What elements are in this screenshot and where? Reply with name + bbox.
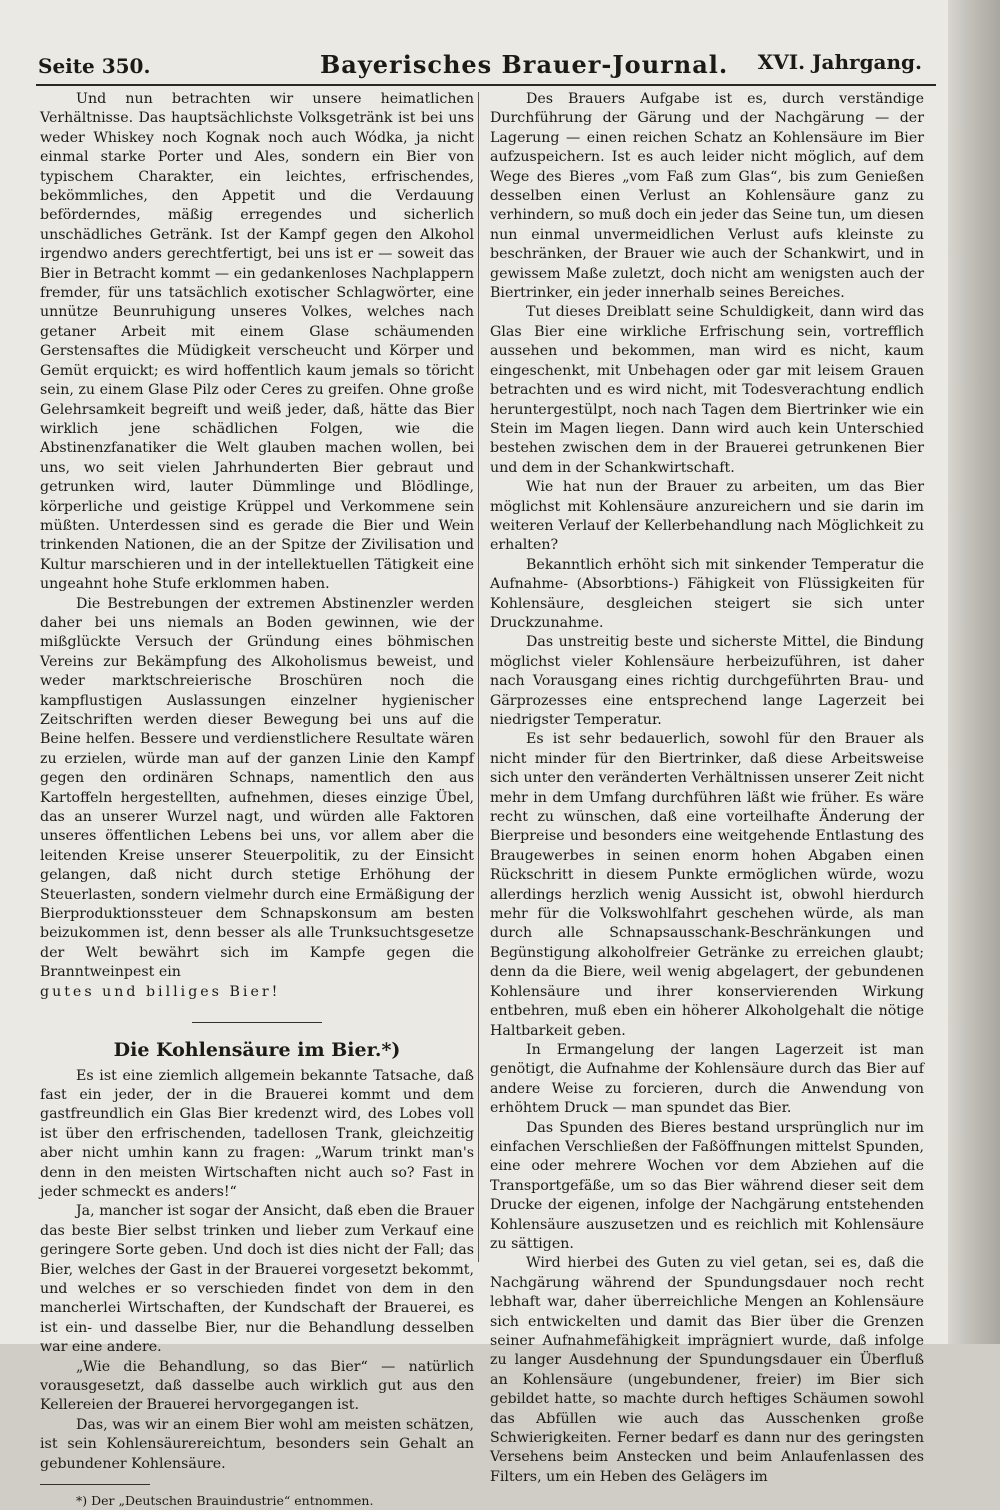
paragraph: Bekanntlich erhöht sich mit sinkender Temperatur die Aufnahme- (Absorbtions-) Fähigkeit von Flüssigkeiten für Kohlensäure, desgleichen steigert sie sich unter Druckzunahme. [490,556,924,631]
article-title: Die Kohlensäure im Bier.*) [113,1039,401,1062]
page-number: Seite 350. [38,54,151,78]
spaced-closing-line: gutes und billiges Bier! [40,983,281,1000]
footnote-rule [40,1484,150,1485]
paragraph: „Wie die Behandlung, so das Bier“ — natürlich vorausgesetzt, daß dasselbe auch wirklich gut aus den Kellereien der Brauerei hervorgegangen ist. [40,1358,474,1414]
paragraph: Wie hat nun der Brauer zu arbeiten, um das Bier möglichst mit Kohlensäure anzureichern und sie darin im weiteren Verlauf der Kellerbehandlung nach Möglichkeit zu erhalten? [490,479,924,554]
paragraph: Wird hierbei des Guten zu viel getan, sei es, daß die Nachgärung während der Spundungsdauer noch recht lebhaft war, daher überreichliche Mengen an Kohlensäure sich entwickelten und damit das Bier über die Grenzen seiner Aufnahmefähigkeit imprägniert wurde, daß infolge zu langer Ausdehnung der Spundungsdauer ein Überfluß an Kohlensäure (ungebundener, freier) im Bier sich gebildet hatte, so machte durch heftiges Schäumen sowohl das Abfüllen wie auch das Ausschenken große Schwierigkeiten. Ferner bedarf es dann nur des geringsten Versehens beim Anstecken und beim Anlaufenlassen des Filters, um ein Heben des Gelägers im [490,1255,924,1485]
header-rule [36,84,936,86]
footnote: *) Der „Deutschen Brauindustrie“ entnommen. [76,1493,374,1509]
binding-shadow [948,0,1000,1344]
paragraph: In Ermangelung der langen Lagerzeit ist man genötigt, die Aufnahme der Kohlensäure durch das Bier auf andere Weise zu forcieren, durch die Anwendung von erhöhtem Druck — man spundet das Bier. [490,1041,924,1117]
paragraph: Es ist eine ziemlich allgemein bekannte Tatsache, daß fast ein jeder, der in die Brauerei kommt und dem gastfreundlich ein Glas Bier kredenzt wird, des Lobes voll ist über den erfrischenden, tadellosen Trank, gleichzeitig aber nicht umhin kann zu fragen: „Warum trinkt man's denn in den meisten Wirtschaften nicht auch so? Fast in jeder schmeckt es anders!“ [40,1067,474,1200]
paragraph: Ja, mancher ist sogar der Ansicht, daß eben die Brauer das beste Bier selbst trinken und lieber zum Verkauf eine geringere Sorte geben. Und doch ist dies nicht der Fall; das Bier, welches der Gast in der Brauerei vorgesetzt bekommt, und welches er so verschieden findet von dem in den mancherlei Wirtschaften, der Kundschaft der Brauerei, es ist ein- und dasselbe Bier, nur die Behandlung desselben war eine andere. [40,1203,474,1356]
page-header [30,46,930,80]
section-separator [192,1022,322,1023]
volume-label: XVI. Jahrgang. [757,50,922,74]
journal-title: Bayerisches Brauer-Journal. [320,50,729,79]
paragraph: Das unstreitig beste und sicherste Mittel, die Bindung möglichst vieler Kohlensäure herbeizuführen, ist daher nach Vorausgang eines richtig durchgeführten Brau- und Gärprozesses eine entsprechend lange Lagerzeit bei niedrigster Temperatur. [490,634,924,728]
paragraph: Tut dieses Dreiblatt seine Schuldigkeit, dann wird das Glas Bier eine wirkliche Erfrischung sein, vortrefflich aussehen und bekommen, man wird es nicht, kaum eingeschenkt, mit Unbehagen oder gar mit leisem Grauen betrachten und es wird nicht, mit Todesverachtung endlich heruntergestülpt, noch nach Tagen dem Biertrinker wie ein Stein im Magen liegen. Dann wird auch kein Unterschied bestehen zwischen dem in der Brauerei getrunkenen Bier und dem in der Schankwirtschaft. [490,304,924,476]
paragraph: Des Brauers Aufgabe ist es, durch verständige Durchführung der Gärung und der Nachgärung — der Lagerung — einen reichen Schatz an Kohlensäure im Bier aufzuspeichern. Ist es auch leider nicht möglich, auf dem Wege des Bieres „vom Faß zum Glas“, bis zum Genießen desselben einen Verlust an Kohlensäure ganz zu verhindern, so muß doch ein jeder das Seine tun, um diesen nun einmal unvermeidlichen Verlust aufs kleinste zu beschränken, der Brauer wie auch der Schankwirt, und in gewissem Maße zuletzt, doch nicht am wenigsten auch der Biertrinker, ein jeder innerhalb seines Bereiches. [490,91,924,302]
column-divider [478,92,479,1262]
paragraph: Die Bestrebungen der extremen Abstinenzler werden daher bei uns niemals an Boden gewinnen, wie der mißglückte Versuch der Gründung eines böhmischen Vereins zur Bekämpfung des Alkoholismus beweist, und weder marktschreierische Broschüren noch die kampflustigen Auslassungen einzelner hygienischer Zeitschriften werden dieser Bewegung bei uns auf die Beine helfen. Bessere und verdienstlichere Resultate wären zu erzielen, würde man auf der ganzen Linie den Kampf gegen den ordinären Schnaps, namentlich den aus Kartoffeln hergestellten, aufnehmen, dieses einzige Übel, das an unserer Wurzel nagt, und würden alle Faktoren unseres öffentlichen Lebens bei uns, vor allem aber die leitenden Kreise unserer Steuerpolitik, zu der Einsicht gelangen, daß nicht durch stetige Erhöhung der Steuerlasten, sondern vielmehr durch eine Ermäßigung der Bierproduktionssteuer dem Schnapskonsum am besten beizukommen ist, denn besser als alle Trunksuchtsgesetze der Welt bewährt sich im Kampfe gegen die Branntweinpest ein [40,595,474,981]
paragraph: Das Spunden des Bieres bestand ursprünglich nur im einfachen Verschließen der Faßöffnungen mittelst Spunden, eine oder mehrere Wochen vor dem Abziehen auf die Transportgefäße, um so das Bier während dieser seit dem Drucke der eigenen, infolge der Nachgärung entstehenden Kohlensäure auszusetzen und es reichlich mit Kohlensäure zu sättigen. [490,1119,924,1252]
right-column [490,90,924,1487]
paragraph: Es ist sehr bedauerlich, sowohl für den Brauer als nicht minder für den Biertrinker, daß diese Arbeitsweise sich unter den veränderten Verhältnissen unserer Zeit nicht mehr in dem Umfang durchführen läßt wie früher. Es wäre recht zu wünschen, daß eine vorteilhafte Änderung der Bierpreise und besonders eine weitgehende Entlastung des Braugewerbes in seinen enorm hohen Abgaben einen Rückschritt in diesem Punkte ermöglichen würde, wozu allerdings herzlich wenig Aussicht ist, obwohl hierdurch mehr für die Volkswohlfahrt geschehen würde, als man durch alle Schnapsausschank-Beschränkungen und Begünstigung alkoholfreier Getränke zu erreichen glaubt; denn da die Biere, weil wenig abgelagert, der gebundenen Kohlensäure und ihrer konservierenden Wirkung entbehren, muß eben ein höherer Alkoholgehalt die nötige Haltbarkeit geben. [490,731,924,1039]
paragraph: Das, was wir an einem Bier wohl am meisten schätzen, ist sein Kohlensäurereichtum, besonders sein Gehalt an gebundener Kohlensäure. [40,1416,474,1472]
paragraph: Und nun betrachten wir unsere heimatlichen Verhältnisse. Das hauptsächlichste Volksgetränk ist bei uns weder Whiskey noch Kognak noch auch Wódka, ja nicht einmal starke Porter und Ales, sondern ein Bier von typischem Charakter, ein leichtes, erfrischendes, bekömmliches, den Appetit und die Verdauung beförderndes, mäßig erregendes und sicherlich unschädliches Getränk. Ist der Kampf gegen den Alkohol irgendwo anders gerechtfertigt, bei uns ist er — soweit das Bier in Betracht kommt — ein gedankenloses Nachplappern fremder, für uns tatsächlich exotischer Schlagwörter, eine unnütze Beunruhigung unseres Volkes, welches nach getaner Arbeit mit einem Glase schäumenden Gerstensaftes die Müdigkeit verscheucht und Körper und Gemüt erquickt; es wird hoffentlich kaum jemals so töricht sein, zu einem Glase Pilz oder Ceres zu greifen. Ohne große Gelehrsamkeit begreift und weiß jeder, daß, hätte das Bier wirklich jene schädlichen Folgen, wie die Abstinenzfanatiker die Welt glauben machen wollen, bei uns, wo seit vielen Jahrhunderten Bier gebraut und getrunken wird, lauter Dümmlinge und Blödlinge, körperliche und geistige Krüppel und Verkommene sein müßten. Unterdessen sind es gerade die Bier und Wein trinkenden Nationen, die an der Spitze der Zivilisation und Kultur marschieren und in der intellektuellen Tätigkeit eine ungeahnt hohe Stufe erklommen haben. [40,91,474,593]
left-column [40,90,474,1510]
